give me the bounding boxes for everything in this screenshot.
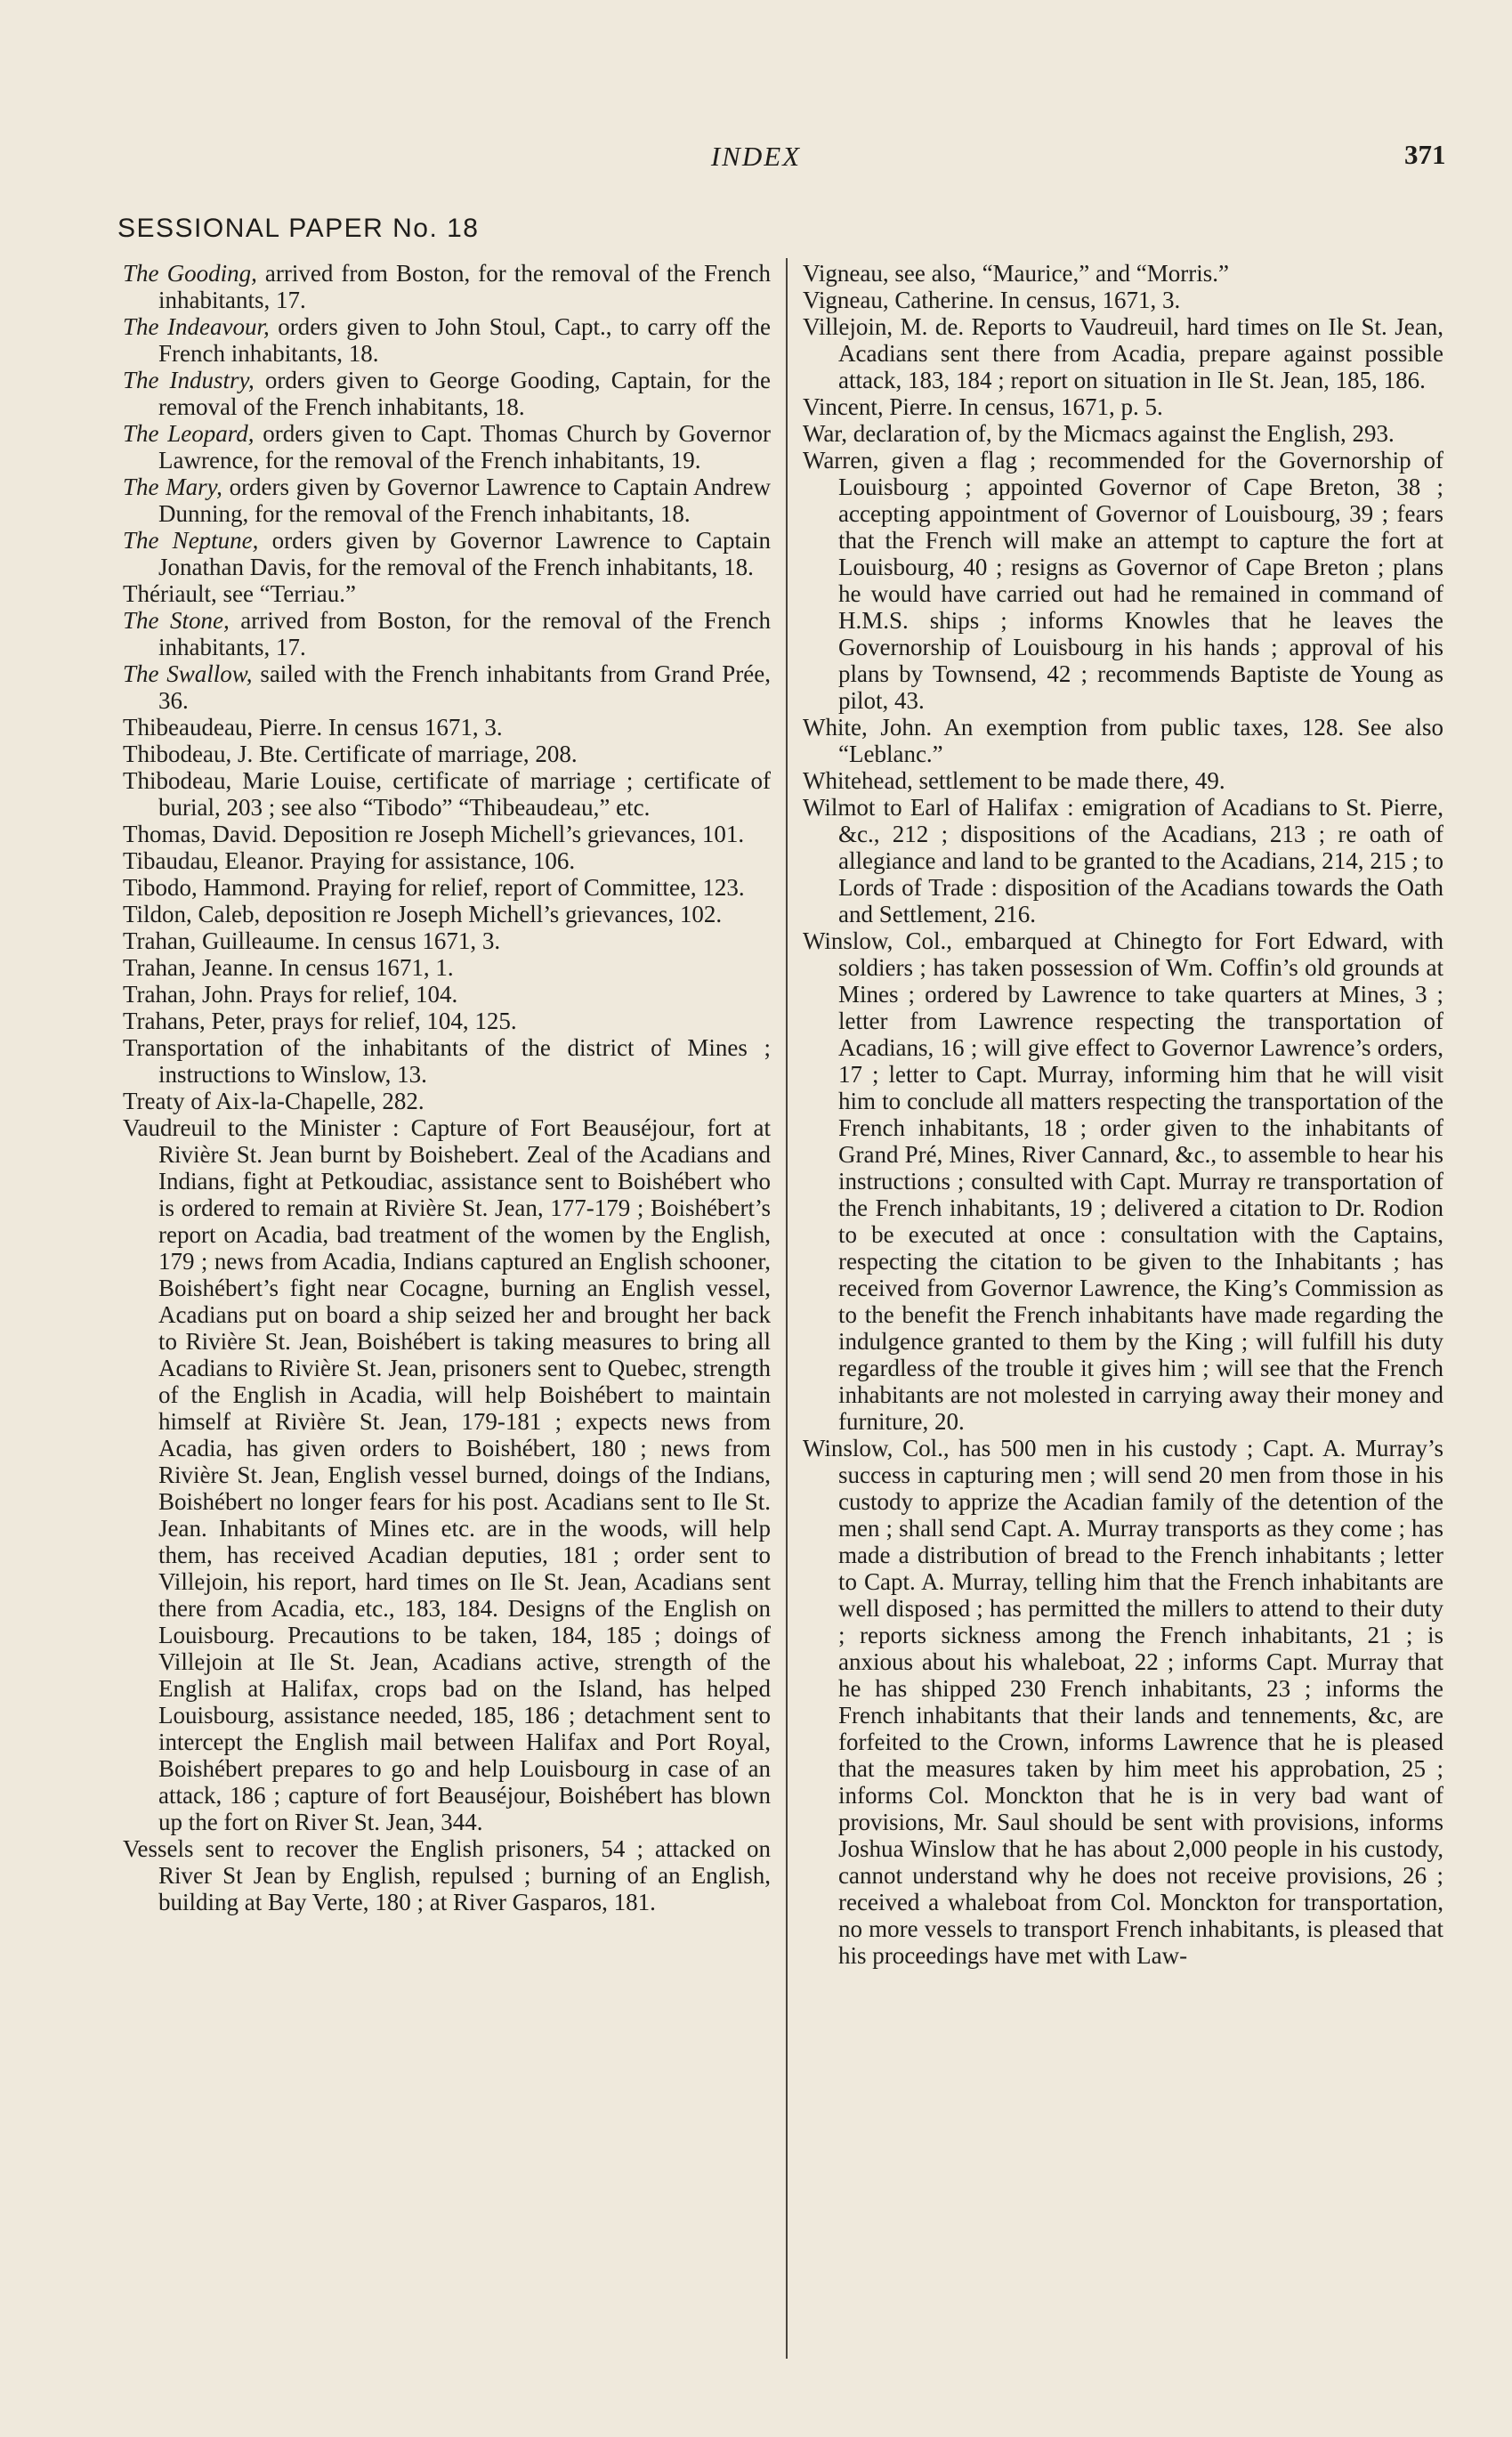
entry-ship-name: The Stone,	[123, 607, 230, 634]
index-entry	[123, 1835, 771, 1915]
index-entry	[123, 420, 771, 474]
entry-text: orders given to George Gooding, Captain, for the removal of the French inhabitants, 18.	[158, 367, 771, 420]
index-entry	[123, 580, 771, 607]
sessional-paper-label: SESSIONAL PAPER No. 18	[117, 214, 480, 243]
index-entry	[803, 420, 1443, 447]
entry-ship-name: The Swallow,	[123, 660, 253, 687]
index-entry	[123, 1008, 771, 1034]
index-entry	[803, 794, 1443, 927]
index-entry	[123, 927, 771, 954]
index-entry	[123, 981, 771, 1008]
entry-ship-name: The Indeavour,	[123, 313, 270, 340]
index-entry	[123, 527, 771, 580]
entry-text: Thibeaudeau, Pierre. In census 1671, 3.	[123, 714, 503, 741]
index-entry	[803, 260, 1443, 287]
index-entry	[123, 607, 771, 660]
index-entry	[123, 714, 771, 741]
index-entry	[123, 1088, 771, 1114]
index-entry	[803, 393, 1443, 420]
entry-text: Whitehead, settlement to be made there, 49.	[803, 767, 1225, 794]
entry-text: Winslow, Col., has 500 men in his custody ; Capt. A. Murray’s success in capturing men ; will send 20 men from those in his custody to apprize the Acadian family of the detention of the men ; shall send Capt. A. Murray transports as they come ; has made a distribution of bread to the French inhabitants ; letter to Capt. A. Murray, telling him that the French inhabitants are well disposed ; has permitted the millers to attend to their duty ; reports sickness among the French inhabitants, 21 ; is anxious about his whaleboat, 22 ; informs Capt. Murray that he has shipped 230 French inhabitants, 23 ; informs the French inhabitants that their lands and tennements, &c, are forfeited to the Crown, informs Lawrence that he is pleased that the measures taken by him meet his approbation, 25 ; informs Col. Monckton that he is in very bad want of provisions, Mr. Saul should be sent with provisions, informs Joshua Winslow that he has about 2,000 people in his custody, cannot understand why he does not receive provisions, 26 ; received a whaleboat from Col. Monckton for transportation, no more vessels to transport French inhabitants, is pleased that his proceedings have met with Law-	[803, 1435, 1443, 1969]
index-entry	[123, 901, 771, 927]
left-index-column	[123, 260, 771, 1915]
entry-text: orders given by Governor Lawrence to Captain Andrew Dunning, for the removal of the French inhabitants, 18.	[158, 474, 771, 527]
entry-text: War, declaration of, by the Micmacs against the English, 293.	[803, 420, 1395, 447]
entry-text: Thibodeau, Marie Louise, certificate of marriage ; certificate of burial, 203 ; see also “Tibodo” “Thibeaudeau,” etc.	[123, 767, 771, 821]
entry-text: Trahan, John. Prays for relief, 104.	[123, 981, 458, 1008]
column-divider	[786, 258, 788, 2359]
index-entry	[123, 741, 771, 767]
index-entry	[123, 367, 771, 420]
index-entry	[123, 660, 771, 714]
entry-text: Tibaudau, Eleanor. Praying for assistance, 106.	[123, 847, 576, 874]
entry-ship-name: The Leopard,	[123, 420, 255, 447]
entry-ship-name: The Neptune,	[123, 527, 259, 554]
entry-text: arrived from Boston, for the removal of the French inhabitants, 17.	[158, 607, 771, 660]
index-entry	[123, 474, 771, 527]
entry-text: Transportation of the inhabitants of the district of Mines ; instructions to Winslow, 13.	[123, 1034, 771, 1088]
entry-text: Vigneau, see also, “Maurice,” and “Morris.”	[803, 260, 1229, 287]
index-entry	[803, 767, 1443, 794]
index-entry	[123, 874, 771, 901]
entry-text: orders given by Governor Lawrence to Captain Jonathan Davis, for the removal of the French inhabitants, 18.	[158, 527, 772, 580]
entry-ship-name: The Mary,	[123, 474, 222, 500]
index-entry	[803, 927, 1443, 1435]
entry-text: sailed with the French inhabitants from Grand Prée, 36.	[158, 660, 771, 714]
entry-text: White, John. An exemption from public taxes, 128. See also “Leblanc.”	[803, 714, 1443, 767]
index-entry	[803, 287, 1443, 313]
entry-text: arrived from Boston, for the removal of the French inhabitants, 17.	[158, 260, 772, 313]
entry-text: Tildon, Caleb, deposition re Joseph Michell’s grievances, 102.	[123, 901, 723, 927]
index-entry	[123, 821, 771, 847]
entry-text: Treaty of Aix-la-Chapelle, 282.	[123, 1088, 424, 1114]
entry-text: orders given to John Stoul, Capt., to carry off the French inhabitants, 18.	[158, 313, 771, 367]
entry-text: Vaudreuil to the Minister : Capture of Fort Beauséjour, fort at Rivière St. Jean burnt by Boishebert. Zeal of the Acadians and Indians, fight at Petkoudiac, assistance sent to Boishébert who is ordered to remain at Rivière St. Jean, 177-179 ; Boishébert’s report on Acadia, bad treatment of the women by the English, 179 ; news from Acadia, Indians captured an English schooner, Boishébert’s fight near Cocagne, burning an English vessel, Acadians put on board a ship seized her and brought her back to Rivière St. Jean, Boishébert is taking measures to bring all Acadians to Rivière St. Jean, prisoners sent to Quebec, strength of the English in Acadia, will help Boishébert to maintain himself at Rivière St. Jean, 179-181 ; expects news from Acadia, has given orders to Boishébert, 180 ; news from Rivière St. Jean, English vessel burned, doings of the Indians, Boishébert no longer fears for his post. Acadians sent to Ile St. Jean. Inhabitants of Mines etc. are in the woods, will help them, has received Acadian deputies, 181 ; order sent to Villejoin, his report, hard times on Ile St. Jean, Acadians sent there from Acadia, etc., 183, 184. Designs of the English on Louisbourg. Precautions to be taken, 184, 185 ; doings of Villejoin at Ile St. Jean, Acadians active, strength of the English at Halifax, crops bad on the Island, has helped Louisbourg, assistance needed, 185, 186 ; detachment sent to intercept the English mail between Halifax and Port Royal, Boishébert prepares to go and help Louisbourg in case of an attack, 186 ; capture of fort Beauséjour, Boishébert has blown up the fort on River St. Jean, 344.	[123, 1114, 771, 1835]
index-entry	[123, 1034, 771, 1088]
entry-text: Thibodeau, J. Bte. Certificate of marriage, 208.	[123, 741, 578, 767]
entry-text: Warren, given a flag ; recommended for the Governorship of Louisbourg ; appointed Governor of Cape Breton, 38 ; accepting appointment of Governor of Louisbourg, 39 ; fears that the French will make an attempt to capture the fort at Louisbourg, 40 ; resigns as Governor of Cape Breton ; plans he would have carried out had he remained in command of H.M.S. ships ; informs Knowles that he leaves the Governorship of Louisbourg in his hands ; approval of his plans by Townsend, 42 ; recommends Baptiste de Young as pilot, 43.	[803, 447, 1443, 714]
entry-text: Vigneau, Catherine. In census, 1671, 3.	[803, 287, 1181, 313]
entry-text: Winslow, Col., embarqued at Chinegto for Fort Edward, with soldiers ; has taken possession of Wm. Coffin’s old grounds at Mines ; ordered by Lawrence to take quarters at Mines, 3 ; letter from Lawrence respecting the transportation of Acadians, 16 ; will give effect to Governor Lawrence’s orders, 17 ; letter to Capt. Murray, informing him that he will visit him to conclude all matters respecting the transportation of the French inhabitants, 18 ; order given to the inhabitants of Grand Pré, Mines, River Cannard, &c., to assemble to hear his instructions ; consulted with Capt. Murray re transportation of the French inhabitants, 19 ; delivered a citation to Dr. Rodion to be executed at once : consultation with the Captains, respecting the citation to be given to the Inhabitants ; has received from Governor Lawrence, the King’s Commission as to the benefit the French inhabitants have made regarding the indulgence granted to them by the King ; will fulfill his duty regardless of the trouble it gives him ; will see that the French inhabitants are not molested in carrying away their money and furniture, 20.	[803, 927, 1443, 1435]
entry-text: Wilmot to Earl of Halifax : emigration of Acadians to St. Pierre, &c., 212 ; dispositions of the Acadians, 213 ; re oath of allegiance and land to be granted to the Acadians, 214, 215 ; to Lords of Trade : disposition of the Acadians towards the Oath and Settlement, 216.	[803, 794, 1443, 927]
entry-text: orders given to Capt. Thomas Church by Governor Lawrence, for the removal of the French inhabitants, 19.	[158, 420, 771, 474]
index-entry	[123, 847, 771, 874]
index-entry	[803, 1435, 1443, 1969]
entry-text: Trahans, Peter, prays for relief, 104, 125.	[123, 1008, 517, 1034]
entry-ship-name: The Gooding,	[123, 260, 257, 287]
entry-text: Thomas, David. Deposition re Joseph Michell’s grievances, 101.	[123, 821, 745, 847]
index-entry	[803, 313, 1443, 393]
index-entry	[123, 954, 771, 981]
entry-text: Trahan, Guilleaume. In census 1671, 3.	[123, 927, 501, 954]
entry-text: Villejoin, M. de. Reports to Vaudreuil, hard times on Ile St. Jean, Acadians sent there from Acadia, prepare against possible attack, 183, 184 ; report on situation in Ile St. Jean, 185, 186.	[803, 313, 1443, 393]
right-index-column	[803, 260, 1443, 1969]
entry-ship-name: The Industry,	[123, 367, 255, 393]
entry-text: Trahan, Jeanne. In census 1671, 1.	[123, 954, 454, 981]
entry-text: Thériault, see “Terriau.”	[123, 580, 356, 607]
entry-text: Vessels sent to recover the English prisoners, 54 ; attacked on River St Jean by English, repulsed ; burning of an English, building at Bay Verte, 180 ; at River Gasparos, 181.	[123, 1835, 771, 1915]
entry-text: Vincent, Pierre. In census, 1671, p. 5.	[803, 393, 1163, 420]
index-entry	[803, 447, 1443, 714]
index-entry	[123, 1114, 771, 1835]
index-entry	[123, 313, 771, 367]
index-entry	[123, 767, 771, 821]
index-entry	[123, 260, 771, 313]
running-header-title: INDEX	[710, 141, 802, 172]
index-entry	[803, 714, 1443, 767]
entry-text: Tibodo, Hammond. Praying for relief, report of Committee, 123.	[123, 874, 745, 901]
page-number: 371	[1404, 139, 1446, 170]
